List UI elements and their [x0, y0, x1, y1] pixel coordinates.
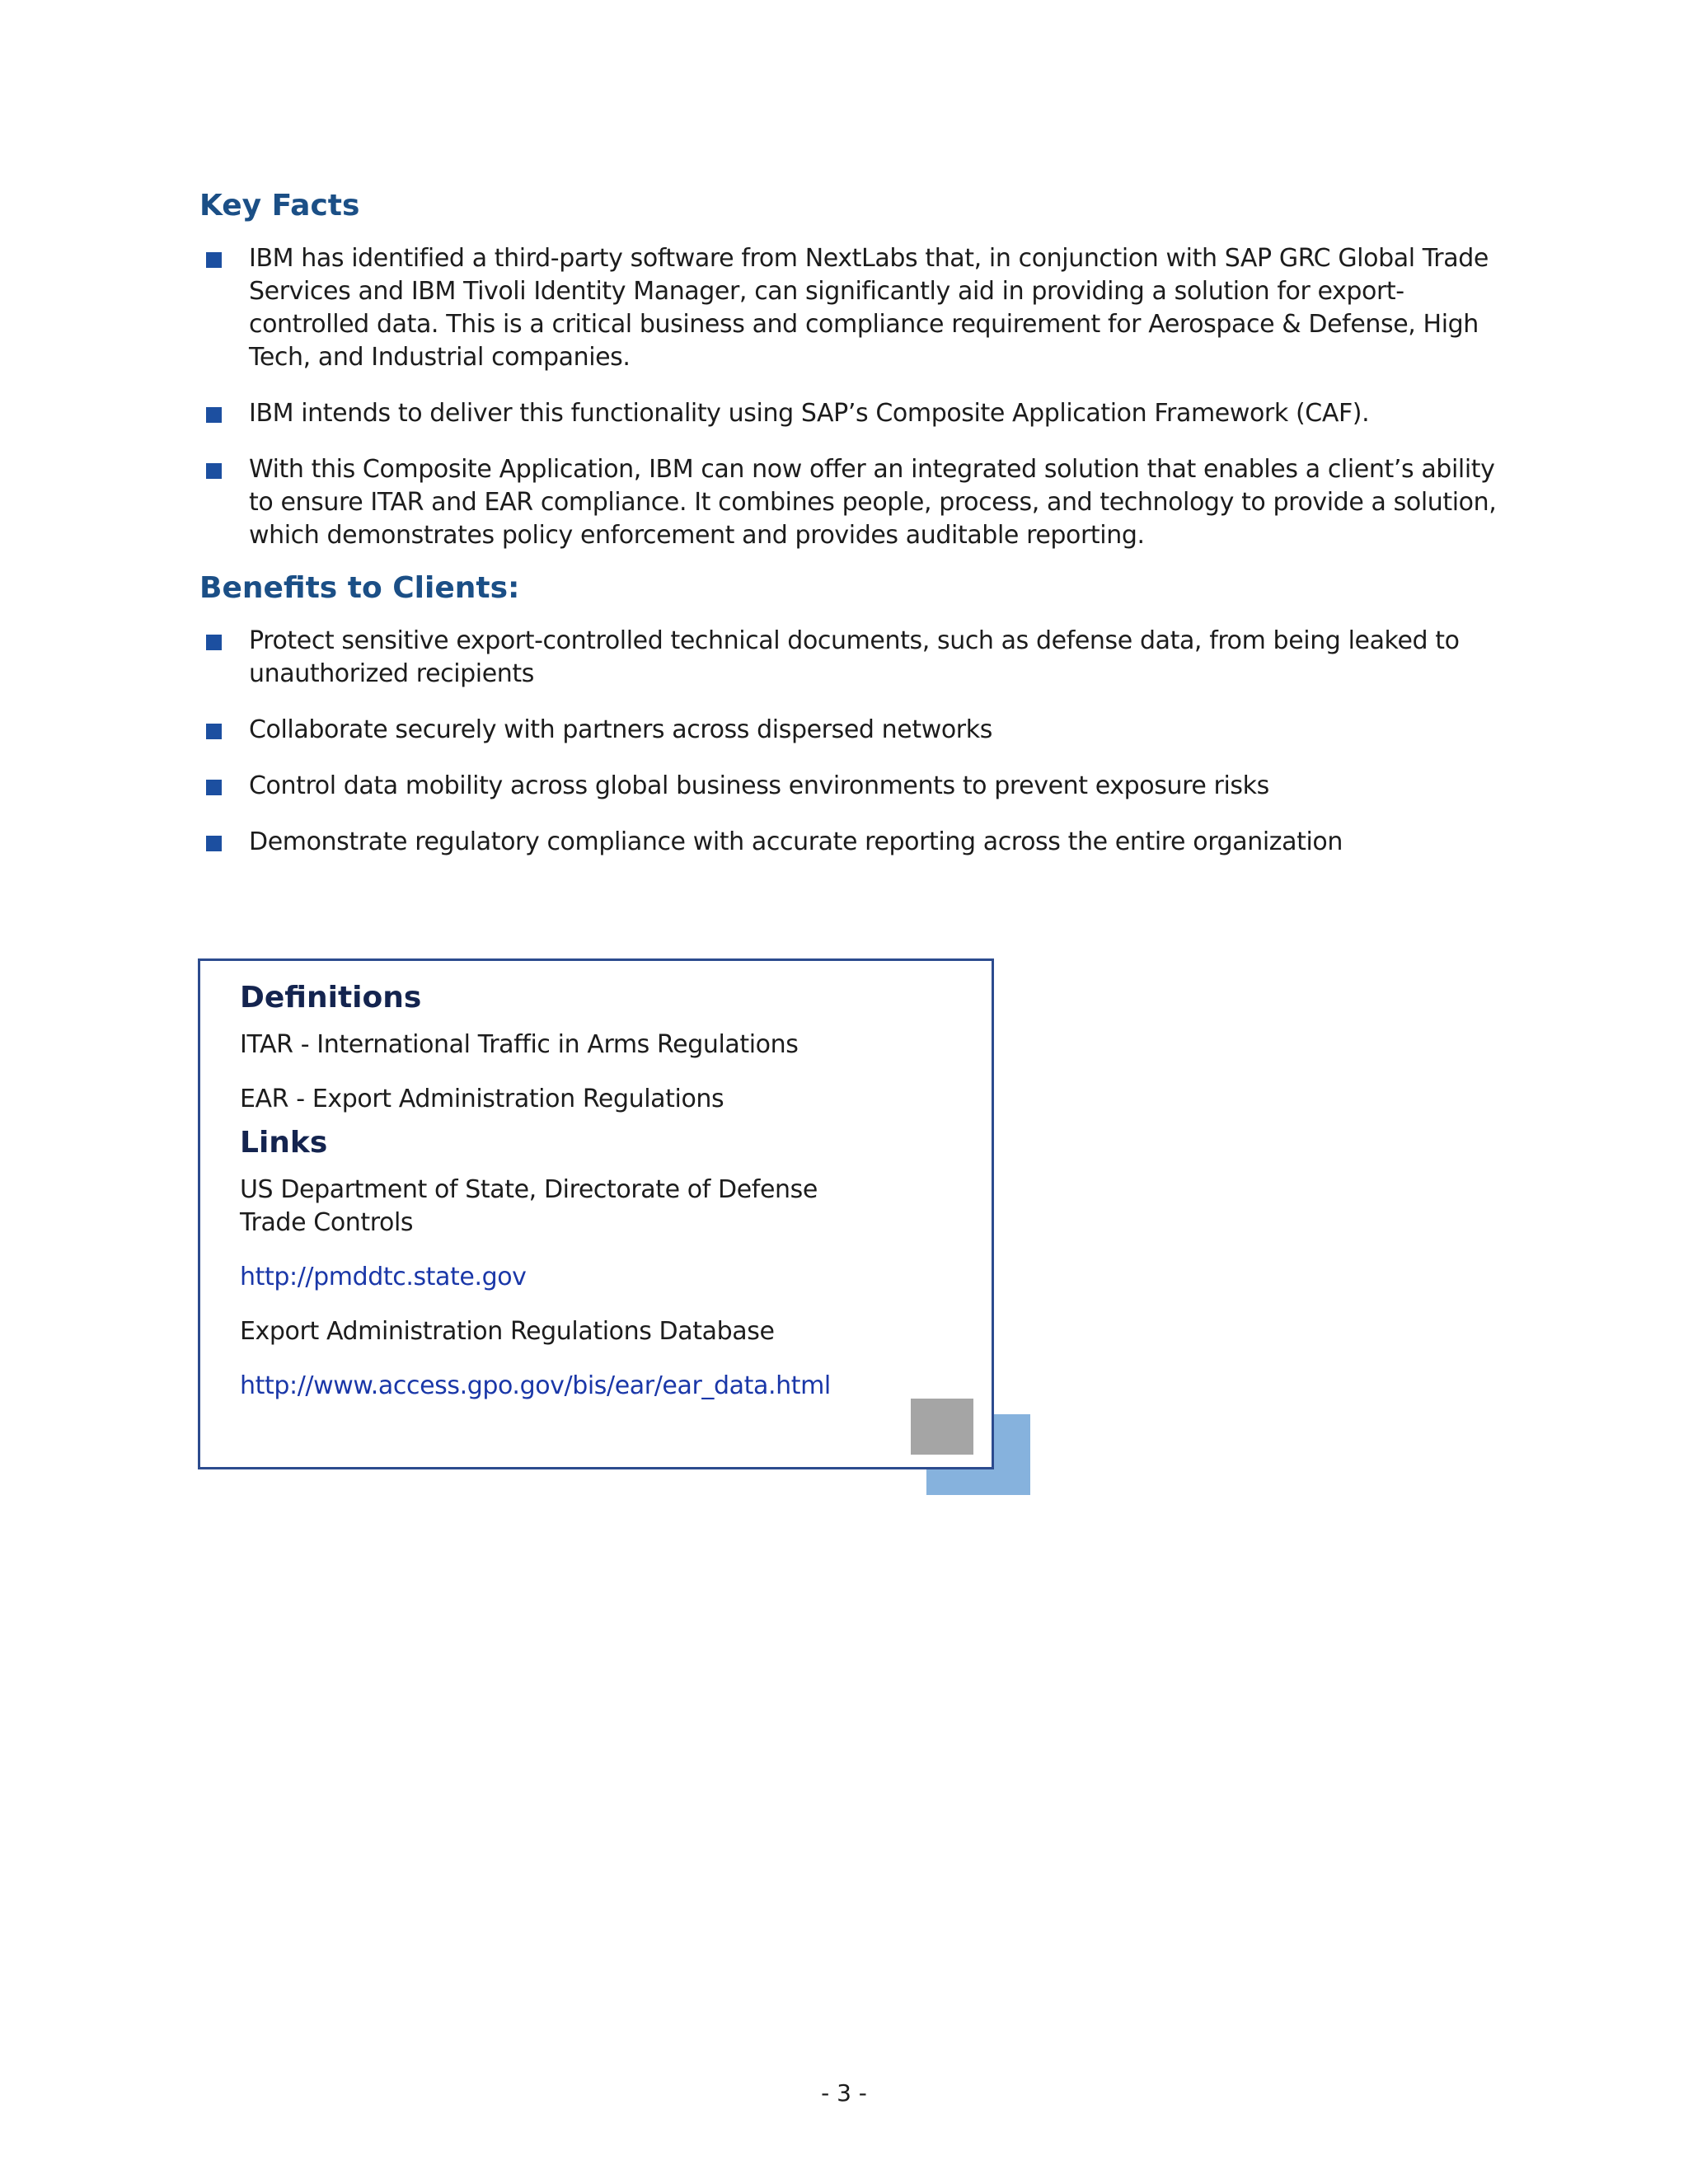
square-bullet-icon: [206, 724, 222, 739]
itar-definition: ITAR - International Traffic in Arms Regulations: [240, 1030, 799, 1059]
square-bullet-icon: [206, 252, 222, 268]
list-item-text: Control data mobility across global business environments to prevent exposure risks: [249, 771, 1269, 800]
ear-db-link[interactable]: http://www.access.gpo.gov/bis/ear/ear_data.html: [240, 1371, 831, 1400]
list-item-text: With this Composite Application, IBM can now offer an integrated solution that enables a client’s ability to ensure ITAR and EAR compliance. It combines people, process, and technology to provide a solution, which demonstrates policy enforcement and provides auditable reporting.: [249, 455, 1497, 550]
key-facts-heading: Key Facts: [199, 189, 360, 223]
list-item-text: Collaborate securely with partners across dispersed networks: [249, 715, 992, 744]
ear-definition: EAR - Export Administration Regulations: [240, 1085, 724, 1113]
list-item-text: Protect sensitive export-controlled technical documents, such as defense data, from being leaked to unauthorized recipients: [249, 626, 1460, 688]
key-facts-list: [199, 242, 1502, 552]
list-item: [199, 625, 1502, 691]
definitions-box-content: [240, 979, 949, 1424]
square-bullet-icon: [206, 780, 222, 795]
main-content: [199, 188, 1502, 882]
list-item: [199, 397, 1502, 430]
state-dept-link[interactable]: http://pmddtc.state.gov: [240, 1263, 527, 1291]
state-dept-label: US Department of State, Directorate of Defense Trade Controls: [240, 1175, 818, 1237]
square-bullet-icon: [206, 463, 222, 479]
list-item: [199, 714, 1502, 747]
square-bullet-icon: [206, 635, 222, 650]
square-bullet-icon: [206, 407, 222, 423]
ear-db-label: Export Administration Regulations Database: [240, 1317, 775, 1346]
definitions-box: [198, 958, 994, 1469]
definitions-heading: Definitions: [240, 981, 422, 1015]
benefits-heading: Benefits to Clients:: [199, 571, 520, 605]
list-item: [199, 453, 1502, 552]
list-item: [199, 242, 1502, 374]
list-item: [199, 826, 1502, 859]
list-item-text: IBM has identified a third-party software from NextLabs that, in conjunction with SAP GRC Global Trade Services and IBM Tivoli Identity Manager, can significantly aid in providing a solution for export-controlled data. This is a critical business and compliance requirement for Aerospace & Defense, High Tech, and Industrial companies.: [249, 244, 1489, 372]
list-item-text: IBM intends to deliver this functionality using SAP’s Composite Application Framework (CAF).: [249, 399, 1370, 428]
page-number: - 3 -: [821, 2079, 867, 2107]
links-heading: Links: [240, 1126, 328, 1160]
benefits-list: [199, 625, 1502, 859]
decorative-gray-square: [911, 1399, 973, 1455]
list-item-text: Demonstrate regulatory compliance with accurate reporting across the entire organization: [249, 827, 1343, 856]
list-item: [199, 770, 1502, 803]
square-bullet-icon: [206, 836, 222, 851]
